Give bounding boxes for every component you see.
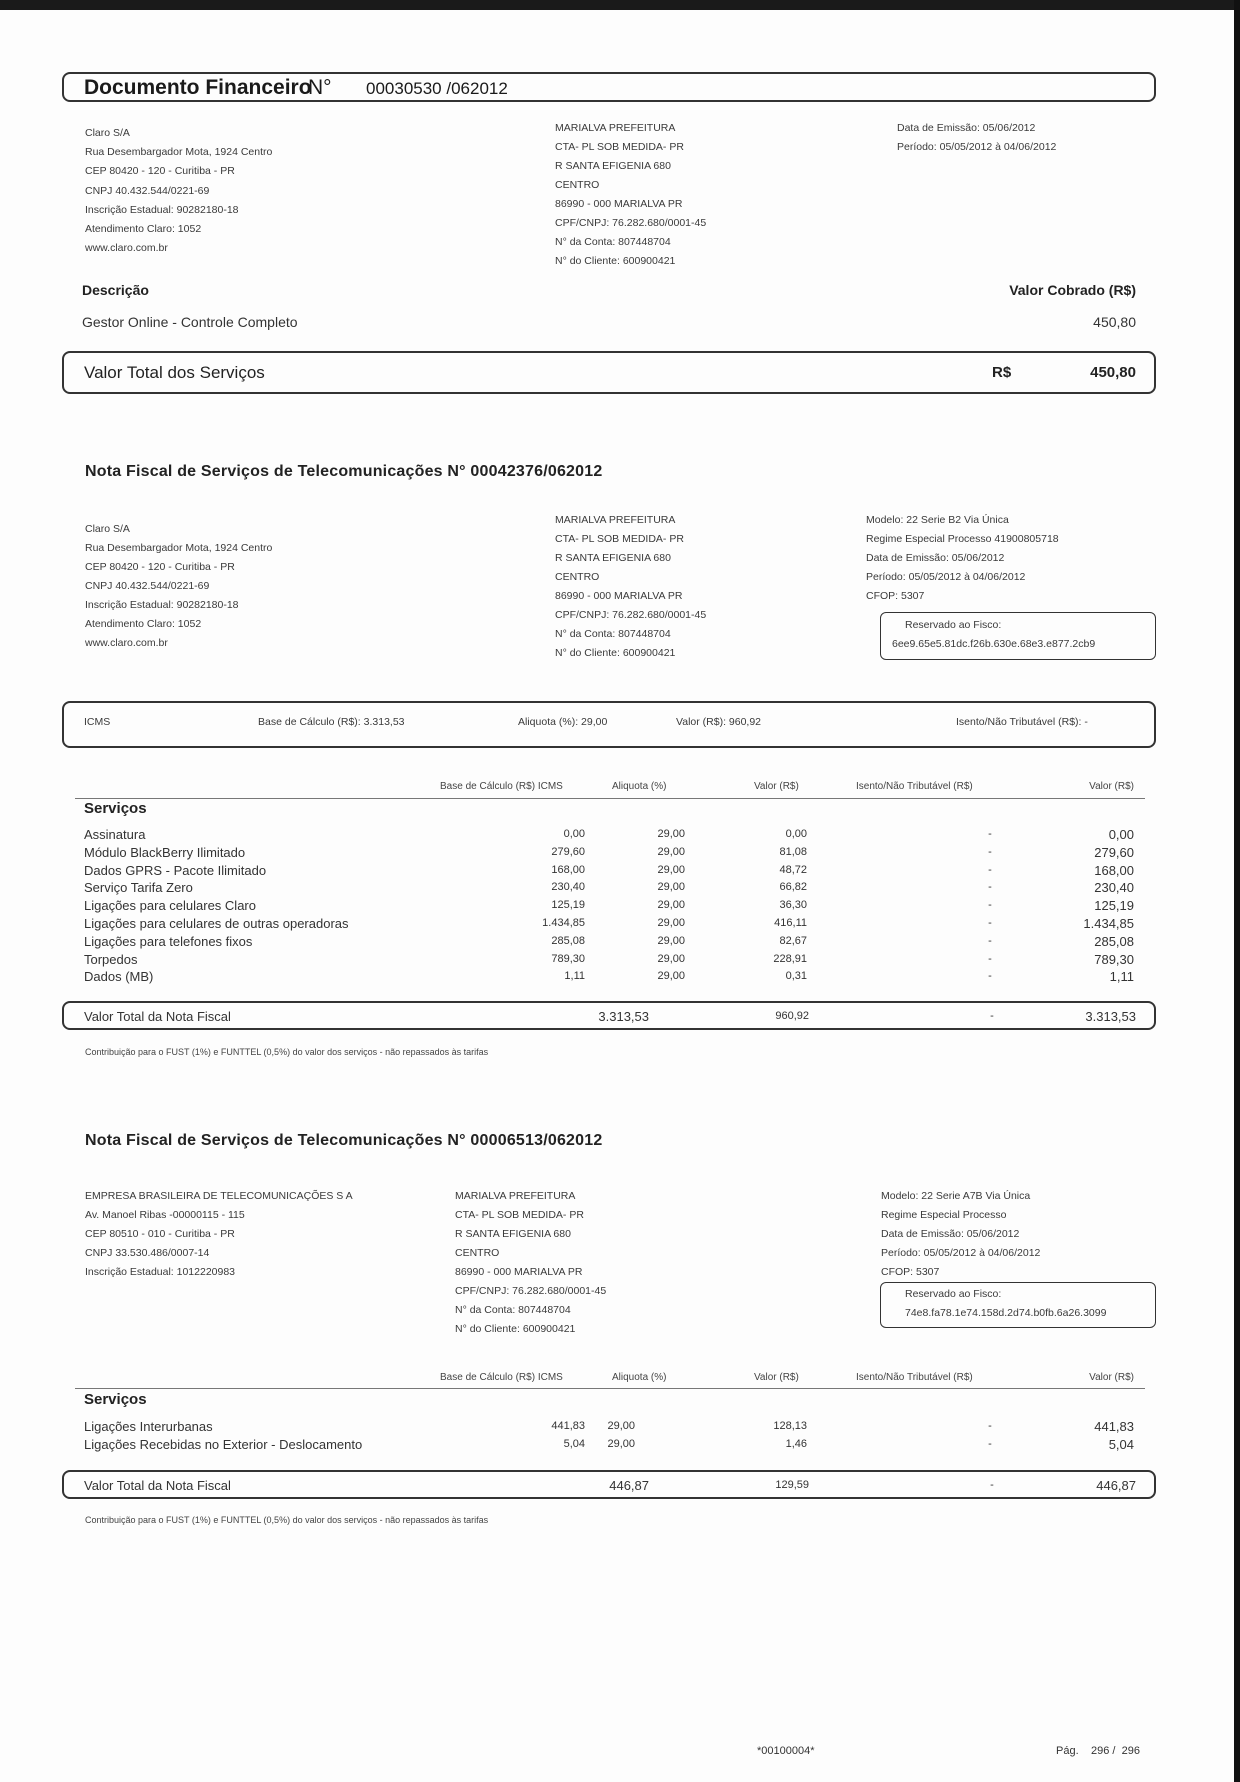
nf1-total-valor: 960,92 bbox=[775, 1010, 809, 1022]
financeiro-title-box bbox=[62, 72, 1156, 102]
cell-valor: 48,72 bbox=[779, 863, 807, 876]
cell-base: 0,00 bbox=[563, 828, 585, 840]
cell-total: 789,30 bbox=[1094, 951, 1134, 967]
customer-cep: 86990 - 000 MARIALVA PR bbox=[555, 198, 683, 210]
customer-name: MARIALVA PREFEITURA bbox=[555, 514, 676, 526]
customer-cep: 86990 - 000 MARIALVA PR bbox=[455, 1266, 583, 1278]
cell-isento: - bbox=[988, 1420, 992, 1432]
nf2-total-box bbox=[62, 1470, 1156, 1499]
page-number: 296 / 296 bbox=[1091, 1745, 1140, 1757]
nf1-customer-block bbox=[555, 511, 706, 663]
financeiro-number-label: N° bbox=[308, 76, 332, 99]
billing-period: Período: 05/05/2012 à 04/06/2012 bbox=[881, 1247, 1041, 1259]
cell-valor: 0,00 bbox=[785, 828, 807, 840]
cell-aliquota: 29,00 bbox=[657, 916, 685, 929]
issuer-name: Claro S/A bbox=[85, 127, 130, 139]
financeiro-dates-block bbox=[897, 119, 1056, 157]
customer-cnpj: CPF/CNPJ: 76.282.680/0001-45 bbox=[555, 217, 707, 229]
issuer-cep: CEP 80420 - 120 - Curitiba - PR bbox=[85, 561, 235, 573]
nf2-header-divider bbox=[75, 1388, 1145, 1389]
cell-base: 441,83 bbox=[551, 1420, 585, 1432]
table-row-label: Ligações Interurbanas bbox=[84, 1419, 213, 1434]
customer-client-id: N° do Cliente: 600900421 bbox=[555, 647, 676, 659]
cell-total: 5,04 bbox=[1108, 1436, 1134, 1452]
nf2-total-valor: 129,59 bbox=[775, 1479, 809, 1491]
icms-label: ICMS bbox=[84, 716, 111, 728]
cell-valor: 66,82 bbox=[779, 881, 807, 894]
cell-aliquota: 29,00 bbox=[657, 899, 685, 912]
cell-aliquota: 29,00 bbox=[657, 952, 685, 965]
issuer-cep: CEP 80420 - 120 - Curitiba - PR bbox=[85, 165, 235, 178]
nf2-aliq-column bbox=[580, 1418, 635, 1454]
table-row-label: Ligações para celulares de outras operadoras bbox=[84, 915, 349, 931]
nf2-issuer-block bbox=[85, 1187, 353, 1282]
cell-valor: 416,11 bbox=[774, 916, 807, 929]
nf2-total-base: 446,87 bbox=[609, 1478, 649, 1493]
cell-isento: - bbox=[988, 970, 992, 983]
modelo: Modelo: 22 Serie B2 Via Única bbox=[866, 514, 1009, 526]
customer-plan: CTA- PL SOB MEDIDA- PR bbox=[555, 141, 684, 153]
customer-cep: 86990 - 000 MARIALVA PR bbox=[555, 590, 683, 602]
cell-isento: - bbox=[988, 952, 992, 965]
customer-account: N° da Conta: 807448704 bbox=[455, 1304, 571, 1316]
cell-base: 5,04 bbox=[563, 1437, 585, 1450]
financeiro-title: Documento Financeiro bbox=[84, 76, 312, 99]
customer-district: CENTRO bbox=[555, 179, 600, 191]
nf2-customer-block bbox=[455, 1187, 606, 1339]
cell-total: 441,83 bbox=[1094, 1419, 1134, 1434]
cell-base: 789,30 bbox=[551, 952, 585, 965]
financeiro-total-box bbox=[62, 351, 1156, 394]
cell-aliquota: 29,00 bbox=[657, 934, 685, 947]
issuer-atendimento: Atendimento Claro: 1052 bbox=[85, 223, 202, 236]
financeiro-issuer-block bbox=[85, 124, 272, 258]
nf2-total-value: 446,87 bbox=[1096, 1478, 1136, 1493]
customer-client-id: N° do Cliente: 600900421 bbox=[455, 1323, 576, 1335]
nf2-isento-column bbox=[980, 1418, 1000, 1454]
cell-total: 125,19 bbox=[1094, 898, 1134, 914]
cell-total: 1,11 bbox=[1109, 969, 1134, 985]
nf2-info-block bbox=[881, 1187, 1040, 1282]
nf1-info-block bbox=[866, 511, 1059, 606]
cell-isento: - bbox=[988, 845, 992, 858]
customer-cnpj: CPF/CNPJ: 76.282.680/0001-45 bbox=[455, 1285, 607, 1297]
col-header-aliquota: Aliquota (%) bbox=[612, 1372, 667, 1383]
cell-valor: 228,91 bbox=[773, 952, 807, 965]
customer-address: R SANTA EFIGENIA 680 bbox=[555, 552, 671, 564]
nf1-issuer-block bbox=[85, 520, 272, 653]
cell-isento: - bbox=[988, 899, 992, 912]
issuer-address: Rua Desembargador Mota, 1924 Centro bbox=[85, 146, 273, 159]
cell-valor: 36,30 bbox=[779, 899, 807, 912]
cell-aliquota: 29,00 bbox=[657, 970, 685, 983]
table-row-label: Ligações para celulares Claro bbox=[84, 898, 256, 914]
financeiro-item-value: 450,80 bbox=[1093, 314, 1136, 330]
nf1-total-label: Valor Total da Nota Fiscal bbox=[84, 1009, 231, 1024]
issuer-address: Av. Manoel Ribas -00000115 - 115 bbox=[85, 1209, 245, 1221]
customer-account: N° da Conta: 807448704 bbox=[555, 236, 671, 248]
cell-aliquota: 29,00 bbox=[657, 881, 685, 894]
cell-isento: - bbox=[988, 916, 992, 929]
customer-address: R SANTA EFIGENIA 680 bbox=[455, 1228, 571, 1240]
cell-valor: 0,31 bbox=[785, 970, 807, 983]
nf1-valor-column bbox=[720, 826, 807, 986]
nf2-fisco-box bbox=[880, 1282, 1156, 1328]
col-header-base: Base de Cálculo (R$) ICMS bbox=[440, 781, 563, 792]
nf2-section-label: Serviços bbox=[84, 1391, 147, 1408]
issuer-ie: Inscrição Estadual: 1012220983 bbox=[85, 1266, 236, 1278]
customer-plan: CTA- PL SOB MEDIDA- PR bbox=[555, 533, 684, 545]
cell-total: 279,60 bbox=[1094, 844, 1134, 860]
nf2-total-column bbox=[1034, 1418, 1134, 1454]
nf1-isento-column bbox=[980, 826, 1000, 986]
icms-base: Base de Cálculo (R$): 3.313,53 bbox=[258, 716, 405, 728]
issuer-cep: CEP 80510 - 010 - Curitiba - PR bbox=[85, 1228, 235, 1240]
emission-date: Data de Emissão: 05/06/2012 bbox=[881, 1228, 1020, 1240]
nf1-section-label: Serviços bbox=[84, 800, 147, 817]
cell-aliquota: 29,00 bbox=[657, 863, 685, 876]
nf1-total-column bbox=[1034, 826, 1134, 986]
customer-district: CENTRO bbox=[455, 1247, 500, 1259]
cell-base: 279,60 bbox=[551, 845, 585, 858]
nf1-labels-column bbox=[84, 826, 349, 986]
billing-period: Período: 05/05/2012 à 04/06/2012 bbox=[866, 571, 1026, 583]
table-row-label: Ligações Recebidas no Exterior - Deslocamento bbox=[84, 1436, 363, 1452]
emission-date: Data de Emissão: 05/06/2012 bbox=[897, 122, 1036, 134]
col-header-isento: Isento/Não Tributável (R$) bbox=[856, 781, 973, 792]
customer-cnpj: CPF/CNPJ: 76.282.680/0001-45 bbox=[555, 609, 707, 621]
nf1-fisco-box bbox=[880, 612, 1156, 660]
financeiro-number: 00030530 /062012 bbox=[366, 79, 508, 98]
customer-name: MARIALVA PREFEITURA bbox=[455, 1190, 576, 1202]
table-row-label: Dados (MB) bbox=[84, 969, 154, 985]
table-row-label: Ligações para telefones fixos bbox=[84, 933, 253, 949]
billing-period: Período: 05/05/2012 à 04/06/2012 bbox=[897, 141, 1057, 153]
cell-base: 168,00 bbox=[551, 863, 585, 876]
cell-total: 168,00 bbox=[1094, 862, 1134, 878]
cell-base: 125,19 bbox=[551, 899, 585, 912]
nf1-aliq-column bbox=[600, 826, 685, 986]
issuer-name: EMPRESA BRASILEIRA DE TELECOMUNICAÇÕES S A bbox=[85, 1190, 353, 1202]
nf1-icms-box bbox=[62, 701, 1156, 748]
cfop: CFOP: 5307 bbox=[881, 1266, 940, 1278]
issuer-address: Rua Desembargador Mota, 1924 Centro bbox=[85, 542, 273, 554]
customer-account: N° da Conta: 807448704 bbox=[555, 628, 671, 640]
cell-valor: 81,08 bbox=[779, 845, 807, 858]
description-header: Descrição bbox=[82, 282, 149, 298]
nf2-labels-column bbox=[84, 1418, 362, 1454]
issuer-name: Claro S/A bbox=[85, 523, 130, 535]
cell-total: 0,00 bbox=[1108, 827, 1134, 842]
cell-aliquota: 29,00 bbox=[607, 1420, 635, 1432]
cfop: CFOP: 5307 bbox=[866, 590, 925, 602]
fisco-label: Reservado ao Fisco: bbox=[905, 1288, 1002, 1300]
nf1-title: Nota Fiscal de Serviços de Telecomunicações N° 00042376/062012 bbox=[85, 463, 603, 480]
cell-valor: 128,13 bbox=[773, 1420, 807, 1432]
cell-base: 230,40 bbox=[551, 881, 585, 894]
value-charged-header: Valor Cobrado (R$) bbox=[1009, 282, 1136, 298]
customer-plan: CTA- PL SOB MEDIDA- PR bbox=[455, 1209, 584, 1221]
customer-district: CENTRO bbox=[555, 571, 600, 583]
nf2-fust-note: Contribuição para o FUST (1%) e FUNTTEL (0,5%) do valor dos serviços - não repassados às tarifas bbox=[85, 1515, 489, 1525]
col-header-total: Valor (R$) bbox=[1089, 1372, 1134, 1383]
emission-date: Data de Emissão: 05/06/2012 bbox=[866, 552, 1005, 564]
nf2-total-isento: - bbox=[990, 1479, 994, 1491]
col-header-valor: Valor (R$) bbox=[754, 781, 799, 792]
issuer-ie: Inscrição Estadual: 90282180-18 bbox=[85, 203, 239, 216]
issuer-website-link[interactable]: www.claro.com.br bbox=[85, 637, 168, 649]
financeiro-total-value: 450,80 bbox=[1090, 364, 1136, 381]
cell-total: 230,40 bbox=[1094, 880, 1134, 896]
barcode-text: *00100004* bbox=[757, 1745, 815, 1757]
regime-especial: Regime Especial Processo bbox=[881, 1209, 1007, 1221]
nf2-total-label: Valor Total da Nota Fiscal bbox=[84, 1478, 231, 1493]
fisco-label: Reservado ao Fisco: bbox=[905, 619, 1002, 631]
cell-isento: - bbox=[988, 934, 992, 947]
customer-name: MARIALVA PREFEITURA bbox=[555, 122, 676, 134]
scan-top-edge bbox=[0, 0, 1240, 10]
cell-valor: 82,67 bbox=[779, 934, 807, 947]
issuer-ie: Inscrição Estadual: 90282180-18 bbox=[85, 599, 239, 611]
cell-isento: - bbox=[988, 881, 992, 894]
col-header-aliquota: Aliquota (%) bbox=[612, 781, 667, 792]
regime-especial: Regime Especial Processo 41900805718 bbox=[866, 533, 1059, 545]
nf1-fust-note: Contribuição para o FUST (1%) e FUNTTEL (0,5%) do valor dos serviços - não repassados às tarifas bbox=[85, 1047, 489, 1057]
cell-valor: 1,46 bbox=[785, 1437, 807, 1450]
nf2-valor-column bbox=[720, 1418, 807, 1454]
page-label: Pág. bbox=[1056, 1745, 1079, 1757]
nf1-total-value: 3.313,53 bbox=[1085, 1009, 1136, 1024]
customer-address: R SANTA EFIGENIA 680 bbox=[555, 160, 671, 172]
nf1-header-divider bbox=[75, 798, 1145, 799]
cell-base: 1,11 bbox=[564, 970, 585, 983]
col-header-valor: Valor (R$) bbox=[754, 1372, 799, 1383]
col-header-base: Base de Cálculo (R$) ICMS bbox=[440, 1372, 563, 1383]
customer-client-id: N° do Cliente: 600900421 bbox=[555, 255, 676, 267]
fisco-code: 6ee9.65e5.81dc.f26b.630e.68e3.e877.2cb9 bbox=[892, 638, 1096, 650]
financeiro-customer-block bbox=[555, 119, 706, 271]
nf1-total-box bbox=[62, 1001, 1156, 1030]
cell-base: 285,08 bbox=[551, 934, 585, 947]
cell-total: 285,08 bbox=[1094, 933, 1134, 949]
financeiro-total-currency: R$ bbox=[992, 364, 1012, 381]
col-header-total: Valor (R$) bbox=[1089, 781, 1134, 792]
cell-isento: - bbox=[988, 863, 992, 876]
col-header-isento: Isento/Não Tributável (R$) bbox=[856, 1372, 973, 1383]
cell-aliquota: 29,00 bbox=[657, 845, 685, 858]
icms-isento: Isento/Não Tributável (R$): - bbox=[956, 716, 1088, 728]
scan-right-edge bbox=[1234, 0, 1240, 1782]
financeiro-total-label: Valor Total dos Serviços bbox=[84, 363, 265, 382]
cell-total: 1.434,85 bbox=[1083, 915, 1134, 931]
issuer-website-link[interactable]: www.claro.com.br bbox=[85, 242, 168, 255]
cell-base: 1.434,85 bbox=[542, 916, 585, 929]
table-row-label: Serviço Tarifa Zero bbox=[84, 880, 193, 896]
nf1-total-isento: - bbox=[990, 1010, 994, 1022]
table-row-label: Dados GPRS - Pacote Ilimitado bbox=[84, 862, 267, 878]
nf1-total-base: 3.313,53 bbox=[598, 1009, 649, 1024]
issuer-cnpj: CNPJ 40.432.544/0221-69 bbox=[85, 184, 210, 197]
table-row-label: Assinatura bbox=[84, 827, 146, 842]
nf1-base-column bbox=[500, 826, 585, 986]
modelo: Modelo: 22 Serie A7B Via Única bbox=[881, 1190, 1031, 1202]
issuer-cnpj: CNPJ 33.530.486/0007-14 bbox=[85, 1247, 210, 1259]
financeiro-item-label: Gestor Online - Controle Completo bbox=[82, 314, 298, 330]
cell-aliquota: 29,00 bbox=[657, 828, 685, 840]
nf2-title: Nota Fiscal de Serviços de Telecomunicações N° 00006513/062012 bbox=[85, 1132, 603, 1149]
cell-isento: - bbox=[988, 828, 992, 840]
icms-aliquota: Aliquota (%): 29,00 bbox=[518, 716, 608, 728]
cell-isento: - bbox=[988, 1437, 992, 1450]
table-row-label: Módulo BlackBerry Ilimitado bbox=[84, 844, 246, 860]
nf2-base-column bbox=[500, 1418, 585, 1454]
table-row-label: Torpedos bbox=[84, 951, 138, 967]
issuer-cnpj: CNPJ 40.432.544/0221-69 bbox=[85, 580, 210, 592]
issuer-atendimento: Atendimento Claro: 1052 bbox=[85, 618, 202, 630]
fisco-code: 74e8.fa78.1e74.158d.2d74.b0fb.6a26.3099 bbox=[905, 1307, 1107, 1319]
icms-valor: Valor (R$): 960,92 bbox=[676, 716, 762, 728]
cell-aliquota: 29,00 bbox=[607, 1437, 635, 1450]
